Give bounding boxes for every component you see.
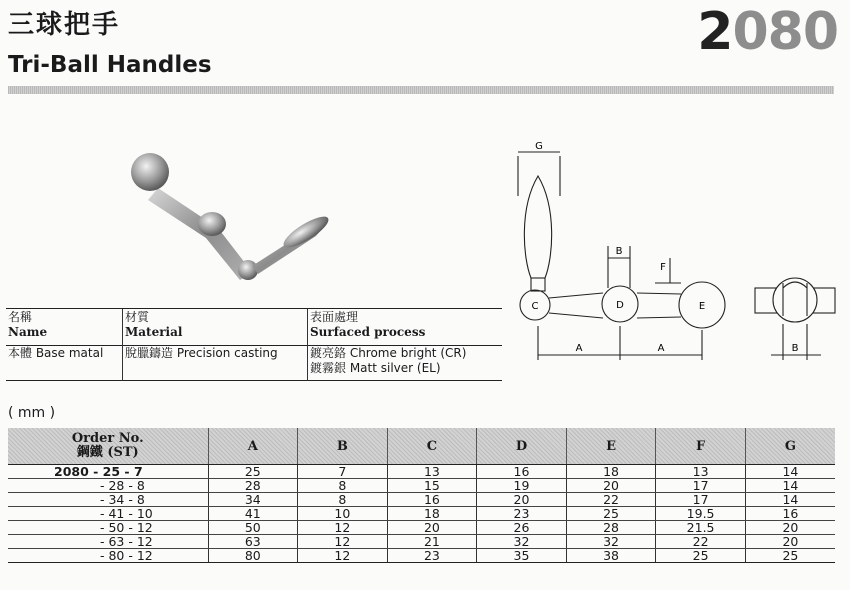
spec-header-name-en: Name xyxy=(8,325,48,339)
value-c: 23 xyxy=(387,549,477,563)
photo-mid-ball xyxy=(198,212,226,236)
dim-label-d: D xyxy=(616,300,624,311)
photo-top-ball xyxy=(131,153,169,191)
spec-process-matt: 鍍霧銀 Matt silver (EL) xyxy=(310,361,441,375)
spec-name: 本體 Base matal xyxy=(6,345,123,381)
dim-label-b-top: B xyxy=(615,246,623,257)
value-b: 7 xyxy=(298,465,388,479)
order-number: - 50 - 12 xyxy=(8,521,208,535)
value-d: 26 xyxy=(477,521,567,535)
dim-label-e: E xyxy=(698,301,706,312)
value-d: 16 xyxy=(477,465,567,479)
value-g: 25 xyxy=(745,549,835,563)
model-number-prefix: 2 xyxy=(697,2,733,62)
spec-header-name-cn: 名稱 xyxy=(8,310,33,324)
value-e: 20 xyxy=(566,479,656,493)
spec-header-process-cn: 表面處理 xyxy=(310,310,359,324)
spec-header-process xyxy=(308,309,502,345)
value-g: 14 xyxy=(745,493,835,507)
column-header-e: E xyxy=(566,428,656,465)
value-c: 13 xyxy=(387,465,477,479)
value-e: 25 xyxy=(566,507,656,521)
model-number-suffix: 080 xyxy=(732,2,838,62)
value-a: 80 xyxy=(208,549,298,563)
spec-header-material-en: Material xyxy=(125,325,183,339)
photo-arm xyxy=(148,188,252,280)
value-b: 12 xyxy=(298,549,388,563)
value-a: 28 xyxy=(208,479,298,493)
value-a: 34 xyxy=(208,493,298,507)
value-e: 18 xyxy=(566,465,656,479)
value-c: 18 xyxy=(387,507,477,521)
table-row xyxy=(8,521,835,535)
column-header-d: D xyxy=(477,428,567,465)
dim-label-f: F xyxy=(660,262,666,273)
table-header-row xyxy=(8,428,835,465)
value-c: 21 xyxy=(387,535,477,549)
page-title: Tri-Ball Handles xyxy=(8,52,212,78)
order-header-line-2: 鋼鐵 (ST) xyxy=(76,445,139,460)
header-band xyxy=(8,86,834,94)
value-d: 20 xyxy=(477,493,567,507)
spec-header-material-cn: 材質 xyxy=(125,310,150,324)
value-b: 12 xyxy=(298,535,388,549)
order-number: - 63 - 12 xyxy=(8,535,208,549)
value-e: 28 xyxy=(566,521,656,535)
value-c: 20 xyxy=(387,521,477,535)
spec-header-process-en: Surfaced process xyxy=(310,325,426,339)
value-d: 35 xyxy=(477,549,567,563)
dim-label-a-left: A xyxy=(575,343,583,354)
page-title-cn: 三球把手 xyxy=(8,10,121,40)
table-row xyxy=(8,479,835,493)
value-g: 14 xyxy=(745,465,835,479)
table-row xyxy=(8,507,835,521)
dim-label-g: G xyxy=(535,141,543,152)
value-a: 50 xyxy=(208,521,298,535)
spec-header-name xyxy=(6,309,123,345)
model-number xyxy=(697,2,838,62)
value-g: 20 xyxy=(745,535,835,549)
column-header-c: C xyxy=(387,428,477,465)
spec-material: 脫臘鑄造 Precision casting xyxy=(123,345,308,381)
order-number: 2080 - 25 - 7 xyxy=(8,465,208,479)
value-d: 32 xyxy=(477,535,567,549)
column-header-a: A xyxy=(208,428,298,465)
dim-label-c: C xyxy=(531,301,539,312)
dim-label-a-right: A xyxy=(657,343,665,354)
value-e: 32 xyxy=(566,535,656,549)
value-f: 17 xyxy=(656,493,746,507)
dimension-table xyxy=(8,428,835,563)
value-b: 10 xyxy=(298,507,388,521)
value-e: 38 xyxy=(566,549,656,563)
column-header-order xyxy=(8,428,208,465)
order-number: - 28 - 8 xyxy=(8,479,208,493)
table-row xyxy=(8,549,835,563)
order-number: - 34 - 8 xyxy=(8,493,208,507)
spec-process xyxy=(308,345,502,381)
column-header-b: B xyxy=(298,428,388,465)
column-header-f: F xyxy=(656,428,746,465)
value-a: 63 xyxy=(208,535,298,549)
value-c: 15 xyxy=(387,479,477,493)
value-a: 25 xyxy=(208,465,298,479)
value-b: 12 xyxy=(298,521,388,535)
spec-header-material xyxy=(123,309,308,345)
value-f: 19.5 xyxy=(656,507,746,521)
value-f: 13 xyxy=(656,465,746,479)
product-photo xyxy=(120,140,340,300)
table-row xyxy=(8,493,835,507)
value-d: 19 xyxy=(477,479,567,493)
order-header-line-1: Order No. xyxy=(71,431,144,446)
photo-grip xyxy=(280,211,333,252)
dim-label-b-side: B xyxy=(791,343,799,354)
value-f: 22 xyxy=(656,535,746,549)
table-row xyxy=(8,465,835,479)
value-f: 25 xyxy=(656,549,746,563)
value-g: 16 xyxy=(745,507,835,521)
spec-process-chrome: 鍍亮鉻 Chrome bright (CR) xyxy=(310,346,467,360)
unit-label: ( mm ) xyxy=(8,405,56,421)
value-g: 14 xyxy=(745,479,835,493)
column-header-g: G xyxy=(745,428,835,465)
value-c: 16 xyxy=(387,493,477,507)
order-number: - 41 - 10 xyxy=(8,507,208,521)
spec-table xyxy=(6,309,502,381)
value-b: 8 xyxy=(298,493,388,507)
value-f: 17 xyxy=(656,479,746,493)
value-g: 20 xyxy=(745,521,835,535)
order-number: - 80 - 12 xyxy=(8,549,208,563)
technical-drawing xyxy=(505,138,840,363)
value-a: 41 xyxy=(208,507,298,521)
value-e: 22 xyxy=(566,493,656,507)
value-b: 8 xyxy=(298,479,388,493)
value-d: 23 xyxy=(477,507,567,521)
table-row xyxy=(8,535,835,549)
value-f: 21.5 xyxy=(656,521,746,535)
